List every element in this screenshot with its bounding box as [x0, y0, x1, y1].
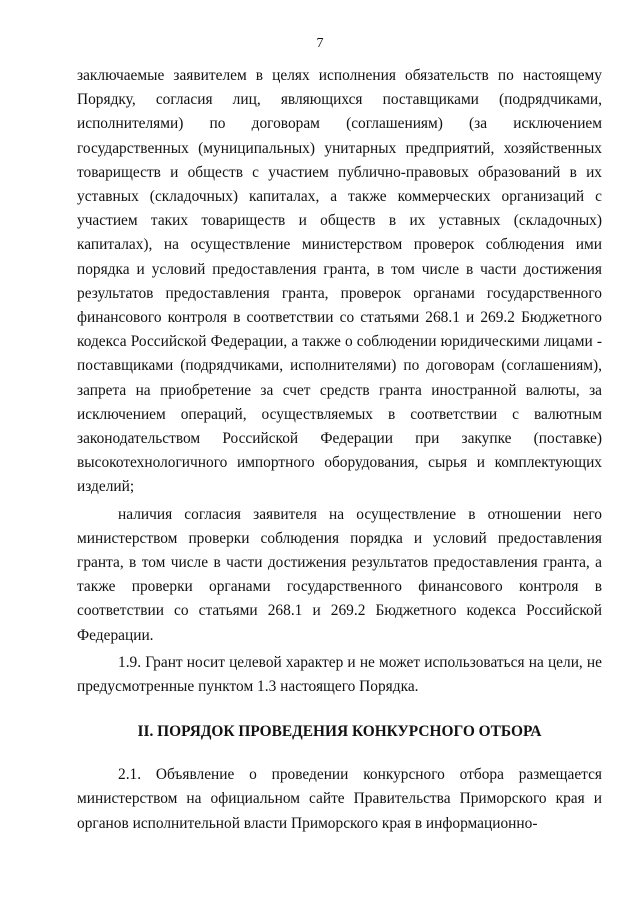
- paragraph-consent-applicant: наличия согласия заявителя на осуществление в отношении него министерством проверки соблюдения порядка и условий предоставления гранта, в том числе в части достижения результатов предоставления гранта, а также проверки органами государственного финансового контроля в соответствии со статьями 268.1 и 269.2 Бюджетного кодекса Российской Федерации.: [77, 505, 602, 644]
- section-heading: II. ПОРЯДОК ПРОВЕДЕНИЯ КОНКУРСНОГО ОТБОРА: [137, 723, 542, 741]
- paragraph-consent-suppliers: заключаемые заявителем в целях исполнения обязательств по настоящему Порядку, согласия лиц, являющихся поставщиками (подрядчиками, исполнителями) по договорам (соглашениям) (за исключением государственных (муниципальных) унитарных предприятий, хозяйственных товариществ и обществ с участием публично-правовых образований в их уставных (складочных) капиталах, а также коммерческих организаций с участием таких товариществ и обществ в их уставных (складочных) капиталах), на осуществление министерством проверок соблюдения ими порядка и условий предоставления гранта, в том числе в части достижения результатов предоставления гранта, проверок органами государственного финансового контроля в соответствии со статьями 268.1 и 269.2 Бюджетного кодекса Российской Федерации, а также о соблюдении юридическими лицами - поставщиками (подрядчиками, исполнителями) по договорам (соглашениям), запрета на приобретение за счет средств гранта иностранной валюты, за исключением операций, осуществляемых в соответствии с валютным законодательством Российской Федерации при закупке (поставке) высокотехнологичного импортного оборудования, сырья и комплектующих изделий;: [77, 67, 602, 496]
- paragraph-2-1: 2.1. Объявление о проведении конкурсного отбора размещается министерством на официальном сайте Правительства Приморского края и органов исполнительной власти Приморского края в информационно-: [77, 766, 602, 832]
- document-body: [77, 64, 602, 836]
- page-number: 7: [316, 36, 324, 51]
- paragraph-1-9: 1.9. Грант носит целевой характер и не может использоваться на цели, не предусмотренные пунктом 1.3 настоящего Порядка.: [77, 653, 602, 696]
